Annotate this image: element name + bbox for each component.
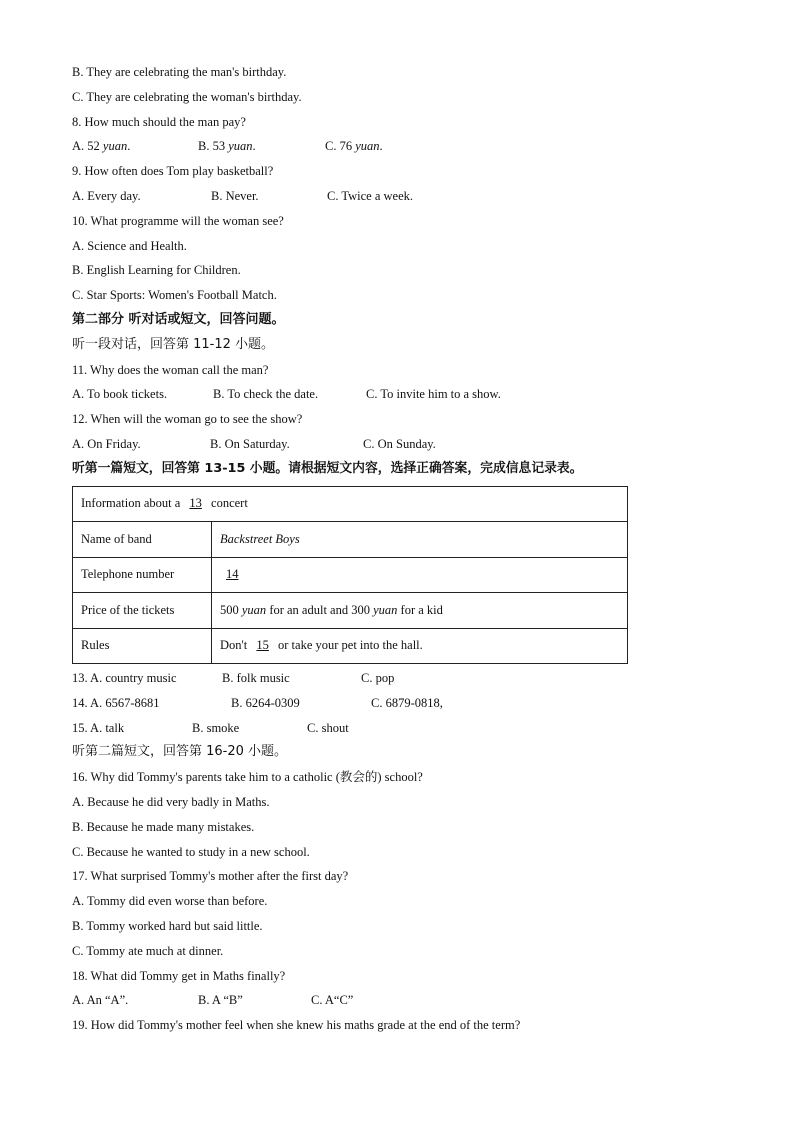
instruction-text: 听一段对话，回答第 11-12 小题。 (72, 336, 275, 352)
options-row (72, 691, 732, 716)
table-row (73, 557, 628, 593)
blank-14: 14 (226, 567, 239, 582)
option-text: B. Because he made many mistakes. (72, 819, 255, 834)
table-row (73, 522, 628, 558)
option-b: B. Never. (211, 188, 259, 203)
blank-13: 13 (189, 496, 202, 511)
question-line (72, 159, 732, 184)
question-text: 17. What surprised Tommy's mother after the first day? (72, 869, 349, 884)
header-prefix: Information about a (81, 496, 181, 511)
option-text: B. Tommy worked hard but said little. (72, 919, 263, 934)
option-b: B. 6264-0309 (231, 695, 300, 710)
section-heading (72, 457, 732, 482)
option-text: A. Science and Health. (72, 238, 187, 253)
blank-15: 15 (256, 638, 269, 653)
option-a: A. On Friday. (72, 436, 141, 451)
option-line (72, 889, 732, 914)
question-line (72, 209, 732, 234)
option-line (72, 258, 732, 283)
table-row (73, 593, 628, 629)
option-a: 15. A. talk (72, 720, 125, 735)
option-c: C. Twice a week. (327, 188, 414, 203)
option-text: C. Tommy ate much at dinner. (72, 943, 224, 958)
top-section (72, 60, 732, 482)
option-a: A. 52 yuan. (72, 139, 131, 154)
question-line (72, 407, 732, 432)
option-a: A. Every day. (72, 188, 141, 203)
option-b: B. 53 yuan. (198, 139, 256, 154)
option-b: B. On Saturday. (210, 436, 290, 451)
option-a: A. To book tickets. (72, 387, 168, 402)
exam-page (72, 60, 732, 1038)
option-line (72, 790, 732, 815)
option-text: A. Because he did very badly in Maths. (72, 795, 270, 810)
options-row (72, 988, 732, 1013)
question-text: 18. What did Tommy get in Maths finally? (72, 968, 286, 983)
option-line (72, 939, 732, 964)
question-text: 8. How much should the man pay? (72, 114, 246, 129)
option-line (72, 283, 732, 308)
options-row (72, 716, 732, 741)
instruction-line (72, 740, 732, 765)
question-text: 10. What programme will the woman see? (72, 213, 284, 228)
option-line (72, 234, 732, 259)
option-text: A. Tommy did even worse than before. (72, 894, 268, 909)
question-line (72, 864, 732, 889)
options-row (72, 184, 732, 209)
option-text: C. They are celebrating the woman's birthday. (72, 89, 302, 104)
option-a: 13. A. country music (72, 671, 177, 686)
row-value (212, 628, 628, 664)
option-c: C. 6879-0818, (371, 695, 443, 710)
yuan-italic: yuan (228, 139, 253, 154)
price-text: for an adult and 300 (269, 602, 370, 617)
option-c: C. pop (361, 671, 395, 686)
section-heading-text: 第二部分 听对话或短文，回答问题。 (72, 311, 285, 327)
row-value (212, 593, 628, 629)
info-record-table (72, 486, 628, 665)
question-line (72, 964, 732, 989)
question-text: 12. When will the woman go to see the show? (72, 412, 303, 427)
row-label: Name of band (73, 522, 212, 558)
row-label: Telephone number (73, 557, 212, 593)
table-header-row (73, 486, 628, 522)
header-suffix: concert (211, 496, 248, 511)
section-heading (72, 308, 732, 333)
option-text: B. English Learning for Children. (72, 263, 241, 278)
row-label: Price of the tickets (73, 593, 212, 629)
option-c: C. On Sunday. (363, 436, 436, 451)
option-a: 14. A. 6567-8681 (72, 695, 160, 710)
option-b: B. smoke (192, 720, 240, 735)
option-line (72, 85, 732, 110)
option-c: C. A“C” (311, 993, 354, 1008)
instruction-line (72, 333, 732, 358)
row-label: Rules (73, 628, 212, 664)
question-text: 11. Why does the woman call the man? (72, 362, 269, 377)
price-adult: 500 (220, 602, 239, 617)
section-heading-text: 听第一篇短文，回答第 13-15 小题。请根据短文内容，选择正确答案，完成信息记录表。 (72, 460, 583, 476)
yuan-italic: yuan (241, 602, 267, 617)
option-text: C. Star Sports: Women's Football Match. (72, 288, 277, 303)
question-line (72, 358, 732, 383)
question-text: 19. How did Tommy's mother feel when she knew his maths grade at the end of the term? (72, 1018, 521, 1033)
option-line (72, 840, 732, 865)
option-line (72, 914, 732, 939)
option-b: B. folk music (222, 671, 290, 686)
option-line (72, 815, 732, 840)
option-b: B. A “B” (198, 993, 243, 1008)
yuan-italic: yuan (355, 139, 380, 154)
option-c: C. 76 yuan. (325, 139, 383, 154)
instruction-text: 听第二篇短文，回答第 16-20 小题。 (72, 744, 288, 760)
question-line (72, 1013, 732, 1038)
table-header-cell (73, 486, 628, 522)
option-text: C. Because he wanted to study in a new school. (72, 844, 310, 859)
option-text: B. They are celebrating the man's birthday. (72, 65, 287, 79)
row-value (212, 557, 628, 593)
option-b: B. To check the date. (213, 387, 319, 402)
option-c: C. To invite him to a show. (366, 387, 501, 402)
table-row (73, 628, 628, 664)
options-row (72, 666, 732, 691)
rules-suffix: or take your pet into the hall. (278, 638, 423, 653)
question-line (72, 765, 732, 790)
row-value: Backstreet Boys (212, 522, 628, 558)
options-row (72, 134, 732, 159)
price-kid: for a kid (400, 602, 443, 617)
question-line (72, 110, 732, 135)
options-row (72, 432, 732, 457)
rules-prefix: Don't (220, 638, 248, 653)
yuan-italic: yuan (102, 139, 128, 154)
bottom-section (72, 666, 732, 1038)
yuan-italic: yuan (373, 602, 398, 617)
option-a: A. An “A”. (72, 993, 129, 1008)
option-c: C. shout (307, 720, 349, 735)
options-row (72, 382, 732, 407)
option-line (72, 60, 732, 85)
question-text: 9. How often does Tom play basketball? (72, 164, 274, 179)
question-text: 16. Why did Tommy's parents take him to a catholic (教会的) school? (72, 770, 423, 785)
